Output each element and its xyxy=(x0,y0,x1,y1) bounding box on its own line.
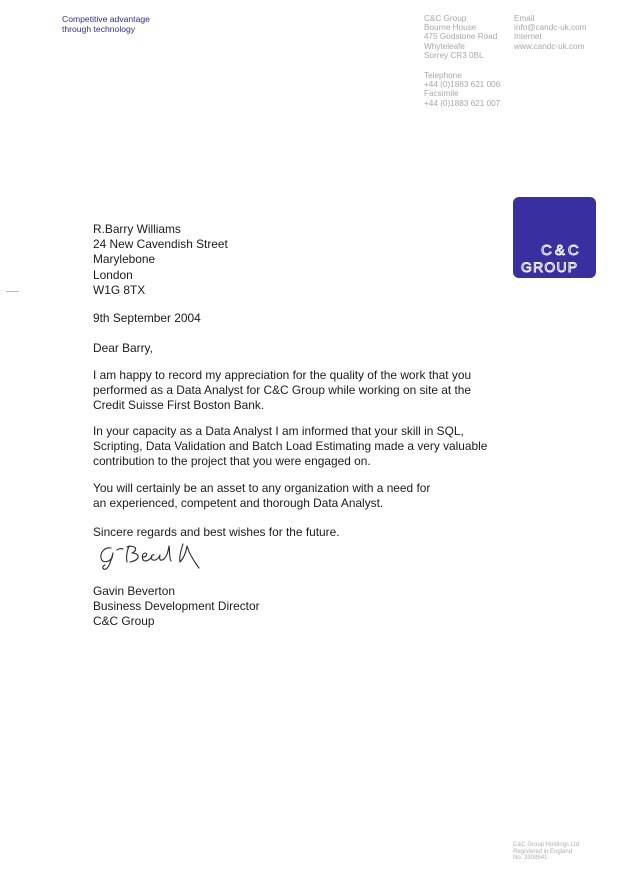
company-phone xyxy=(424,71,500,108)
logo-text-top: C&C xyxy=(541,242,582,259)
tagline-line: through technology xyxy=(62,24,136,34)
closing-line: Sincere regards and best wishes for the future. xyxy=(93,525,340,539)
paragraph-line: I am happy to record my appreciation for the quality of the work that you xyxy=(93,368,472,382)
internet-value: www.candc-uk.com xyxy=(514,41,585,51)
letter-date: 9th September 2004 xyxy=(93,311,201,325)
email-value: info@candc-uk.com xyxy=(514,23,587,33)
address-line: Whyteleafe xyxy=(424,41,465,51)
paragraph-line: You will certainly be an asset to any organization with a need for xyxy=(93,481,431,495)
paragraph-appreciation xyxy=(93,368,471,414)
address-line: C&C Group xyxy=(424,14,467,23)
recipient-postcode: W1G 8TX xyxy=(93,282,146,297)
paragraph-line: contribution to the project that you were engaged on. xyxy=(93,454,371,469)
paragraph-recommendation xyxy=(93,481,430,511)
address-line: 475 Godstone Road xyxy=(424,32,498,42)
address-line: Bourne House xyxy=(424,23,477,33)
fold-mark xyxy=(6,291,19,292)
signer-company: C&C Group xyxy=(93,614,155,629)
signature-graphic xyxy=(97,538,217,576)
tagline-line: Competitive advantage xyxy=(62,14,150,24)
company-address xyxy=(424,14,497,60)
paragraph-line: Scripting, Data Validation and Batch Load Estimating made a very valuable xyxy=(93,439,488,454)
paragraph-line: performed as a Data Analyst for C&C Group while working on site at the xyxy=(93,383,472,398)
company-contacts xyxy=(514,14,586,51)
recipient-street: 24 New Cavendish Street xyxy=(93,237,228,252)
legal-line: C&C Group Holdings Ltd xyxy=(513,842,580,848)
facsimile-value: +44 (0)1883 621 007 xyxy=(424,98,501,108)
paragraph-line: an experienced, competent and thorough Data Analyst. xyxy=(93,496,384,511)
address-line: Surrey CR3 0BL xyxy=(424,50,484,60)
telephone-value: +44 (0)1883 621 006 xyxy=(424,80,501,90)
signer-block xyxy=(93,584,260,630)
recipient-district: Marylebone xyxy=(93,252,156,267)
legal-line: Registered in England xyxy=(513,848,573,855)
handwritten-signature xyxy=(97,538,217,581)
email-label: Email xyxy=(514,14,535,23)
paragraph-line: Credit Suisse First Boston Bank. xyxy=(93,398,265,413)
company-logo xyxy=(513,197,596,278)
telephone-label: Telephone xyxy=(424,71,462,80)
salutation: Dear Barry, xyxy=(93,341,153,355)
recipient-city: London xyxy=(93,267,133,282)
signer-title: Business Development Director xyxy=(93,599,260,614)
logo-graphic xyxy=(513,197,596,278)
recipient-name: R.Barry Williams xyxy=(93,222,181,236)
company-tagline xyxy=(62,14,150,34)
recipient-address xyxy=(93,222,228,298)
legal-line: No. 3308641 xyxy=(513,855,548,862)
signer-name: Gavin Beverton xyxy=(93,584,175,598)
internet-label: Internet xyxy=(514,32,542,42)
paragraph-line: In your capacity as a Data Analyst I am informed that your skill in SQL, xyxy=(93,424,464,438)
facsimile-label: Facsimile xyxy=(424,89,459,99)
logo-text-bottom: GROUP xyxy=(521,259,579,275)
footer-legal xyxy=(513,842,579,862)
paragraph-skills xyxy=(93,424,487,470)
